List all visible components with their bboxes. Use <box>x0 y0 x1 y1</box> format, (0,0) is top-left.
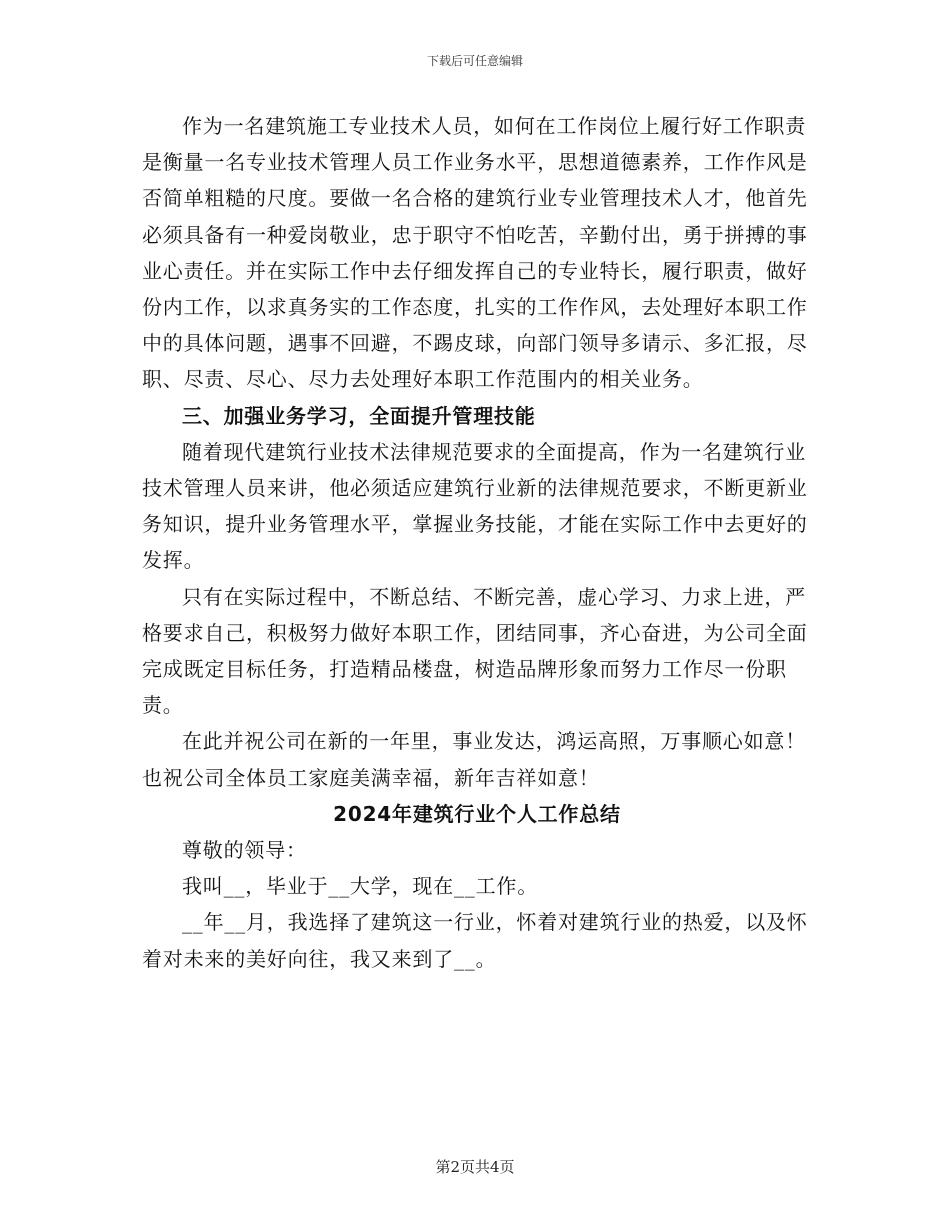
paragraph-learning: 随着现代建筑行业技术法律规范要求的全面提高，作为一名建筑行业技术管理人员来讲，他必须适应建筑行业新的法律规范要求，不断更新业务知识，提升业务管理水平，掌握业务技能，才能在实际工作中去更好的发挥。 <box>142 439 808 573</box>
paragraph-career-start: __年__月，我选择了建筑这一行业，怀着对建筑行业的热爱，以及怀着对未来的美好向往，我又来到了__。 <box>142 910 808 971</box>
page-number-footer: 第2页共4页 <box>435 1158 515 1176</box>
document-title: 2024年建筑行业个人工作总结 <box>333 801 621 826</box>
section-heading-3: 三、加强业务学习，全面提升管理技能 <box>182 403 536 428</box>
salutation: 尊敬的领导： <box>182 838 307 863</box>
paragraph-intro: 我叫__，毕业于__大学，现在__工作。 <box>182 874 538 899</box>
document-body <box>142 108 812 977</box>
paragraph-practice: 只有在实际过程中，不断总结、不断完善，虚心学习、力求上进，严格要求自己，积极努力做好本职工作，团结同事，齐心奋进，为公司全面完成既定目标任务，打造精品楼盘，树造品牌形象而努力工作尽一份职责。 <box>142 584 808 718</box>
paragraph-duty: 作为一名建筑施工专业技术人员，如何在工作岗位上履行好工作职责是衡量一名专业技术管理人员工作业务水平，思想道德素养，工作作风是否简单粗糙的尺度。要做一名合格的建筑行业专业管理技术人才，他首先必须具备有一种爱岗敬业，忠于职守不怕吃苦，辛勤付出，勇于拼搏的事业心责任。并在实际工作中去仔细发挥自己的专业特长，履行职责，做好份内工作，以求真务实的工作态度，扎实的工作作风，去处理好本职工作中的具体问题，遇事不回避，不踢皮球，向部门领导多请示、多汇报，尽职、尽责、尽心、尽力去处理好本职工作范围内的相关业务。 <box>142 114 808 392</box>
page-header-note: 下载后可任意编辑 <box>426 54 523 68</box>
paragraph-wishes: 在此并祝公司在新的一年里，事业发达，鸿运高照，万事顺心如意！也祝公司全体员工家庭美满幸福，新年吉祥如意！ <box>142 729 806 790</box>
